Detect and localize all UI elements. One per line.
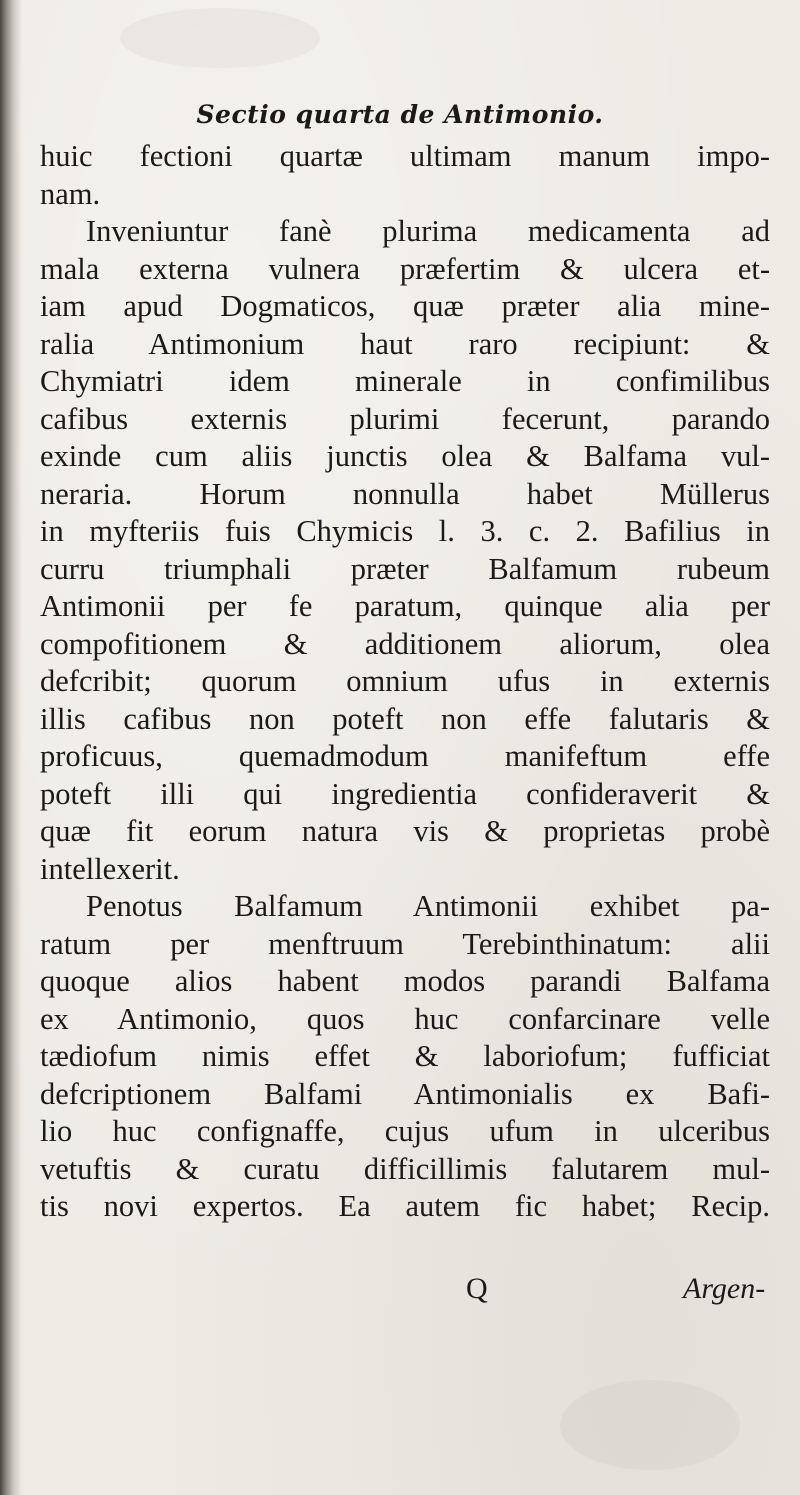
text-line: neraria. Horum nonnulla habet Müllerus — [40, 476, 770, 511]
text-line: intellexerit. — [40, 851, 180, 886]
body-text — [40, 138, 770, 1226]
text-line: cafibus externis plurimi fecerunt, parando — [40, 401, 770, 436]
text-line: Inveniuntur fanè plurima medicamenta ad — [86, 214, 770, 248]
text-line: Chymiatri idem minerale in confimilibus — [40, 364, 770, 398]
text-line: ex Antimonio, quos huc confarcinare velle — [40, 1001, 770, 1036]
text-line: poteft illi qui ingredientia confideraverit & — [40, 776, 770, 811]
running-header: Sectio quarta de Antimonio. — [196, 100, 604, 129]
paper-stain — [560, 1380, 740, 1470]
text-line: nam. — [40, 176, 101, 211]
signature-mark: Q — [466, 1272, 488, 1305]
text-line: proficuus, quemadmodum manifeftum effe — [40, 739, 770, 773]
page-footer — [0, 1272, 800, 1316]
text-line: illis cafibus non poteft non effe falutaris & — [40, 701, 770, 736]
text-line: defcriptionem Balfami Antimonialis ex Bafi- — [40, 1076, 770, 1111]
text-line: exinde cum aliis junctis olea & Balfama vul- — [40, 439, 770, 473]
text-line: mala externa vulnera præfertim & ulcera et- — [40, 251, 770, 286]
text-line: compofitionem & additionem aliorum, olea — [40, 626, 770, 661]
text-line: ralia Antimonium haut raro recipiunt: & — [40, 326, 770, 361]
text-line: Penotus Balfamum Antimonii exhibet pa- — [86, 889, 770, 923]
text-line: vetuftis & curatu difficillimis falutarem mul- — [40, 1151, 770, 1186]
text-line: defcribit; quorum omnium ufus in externis — [40, 664, 770, 698]
text-line: quoque alios habent modos parandi Balfama — [40, 964, 770, 998]
binding-gutter — [0, 0, 22, 1495]
text-line: in myfteriis fuis Chymicis l. 3. c. 2. Bafilius in — [40, 514, 770, 548]
text-line: lio huc confignaffe, cujus ufum in ulceribus — [40, 1114, 770, 1148]
text-line: ratum per menftruum Terebinthinatum: alii — [40, 926, 770, 961]
text-line: tis novi expertos. Ea autem fic habet; Recip. — [40, 1189, 770, 1223]
text-line: tædiofum nimis effet & laboriofum; fufficiat — [40, 1039, 770, 1073]
text-line: Antimonii per fe paratum, quinque alia per — [40, 589, 770, 623]
text-line: huic fectioni quartæ ultimam manum impo- — [40, 139, 770, 173]
text-line: quæ fit eorum natura vis & proprietas probè — [40, 814, 770, 848]
text-line: iam apud Dogmaticos, quæ præter alia mine- — [40, 289, 770, 323]
paper-stain — [120, 8, 320, 68]
catchword: Argen- — [683, 1272, 766, 1305]
text-line: curru triumphali præter Balfamum rubeum — [40, 551, 770, 586]
